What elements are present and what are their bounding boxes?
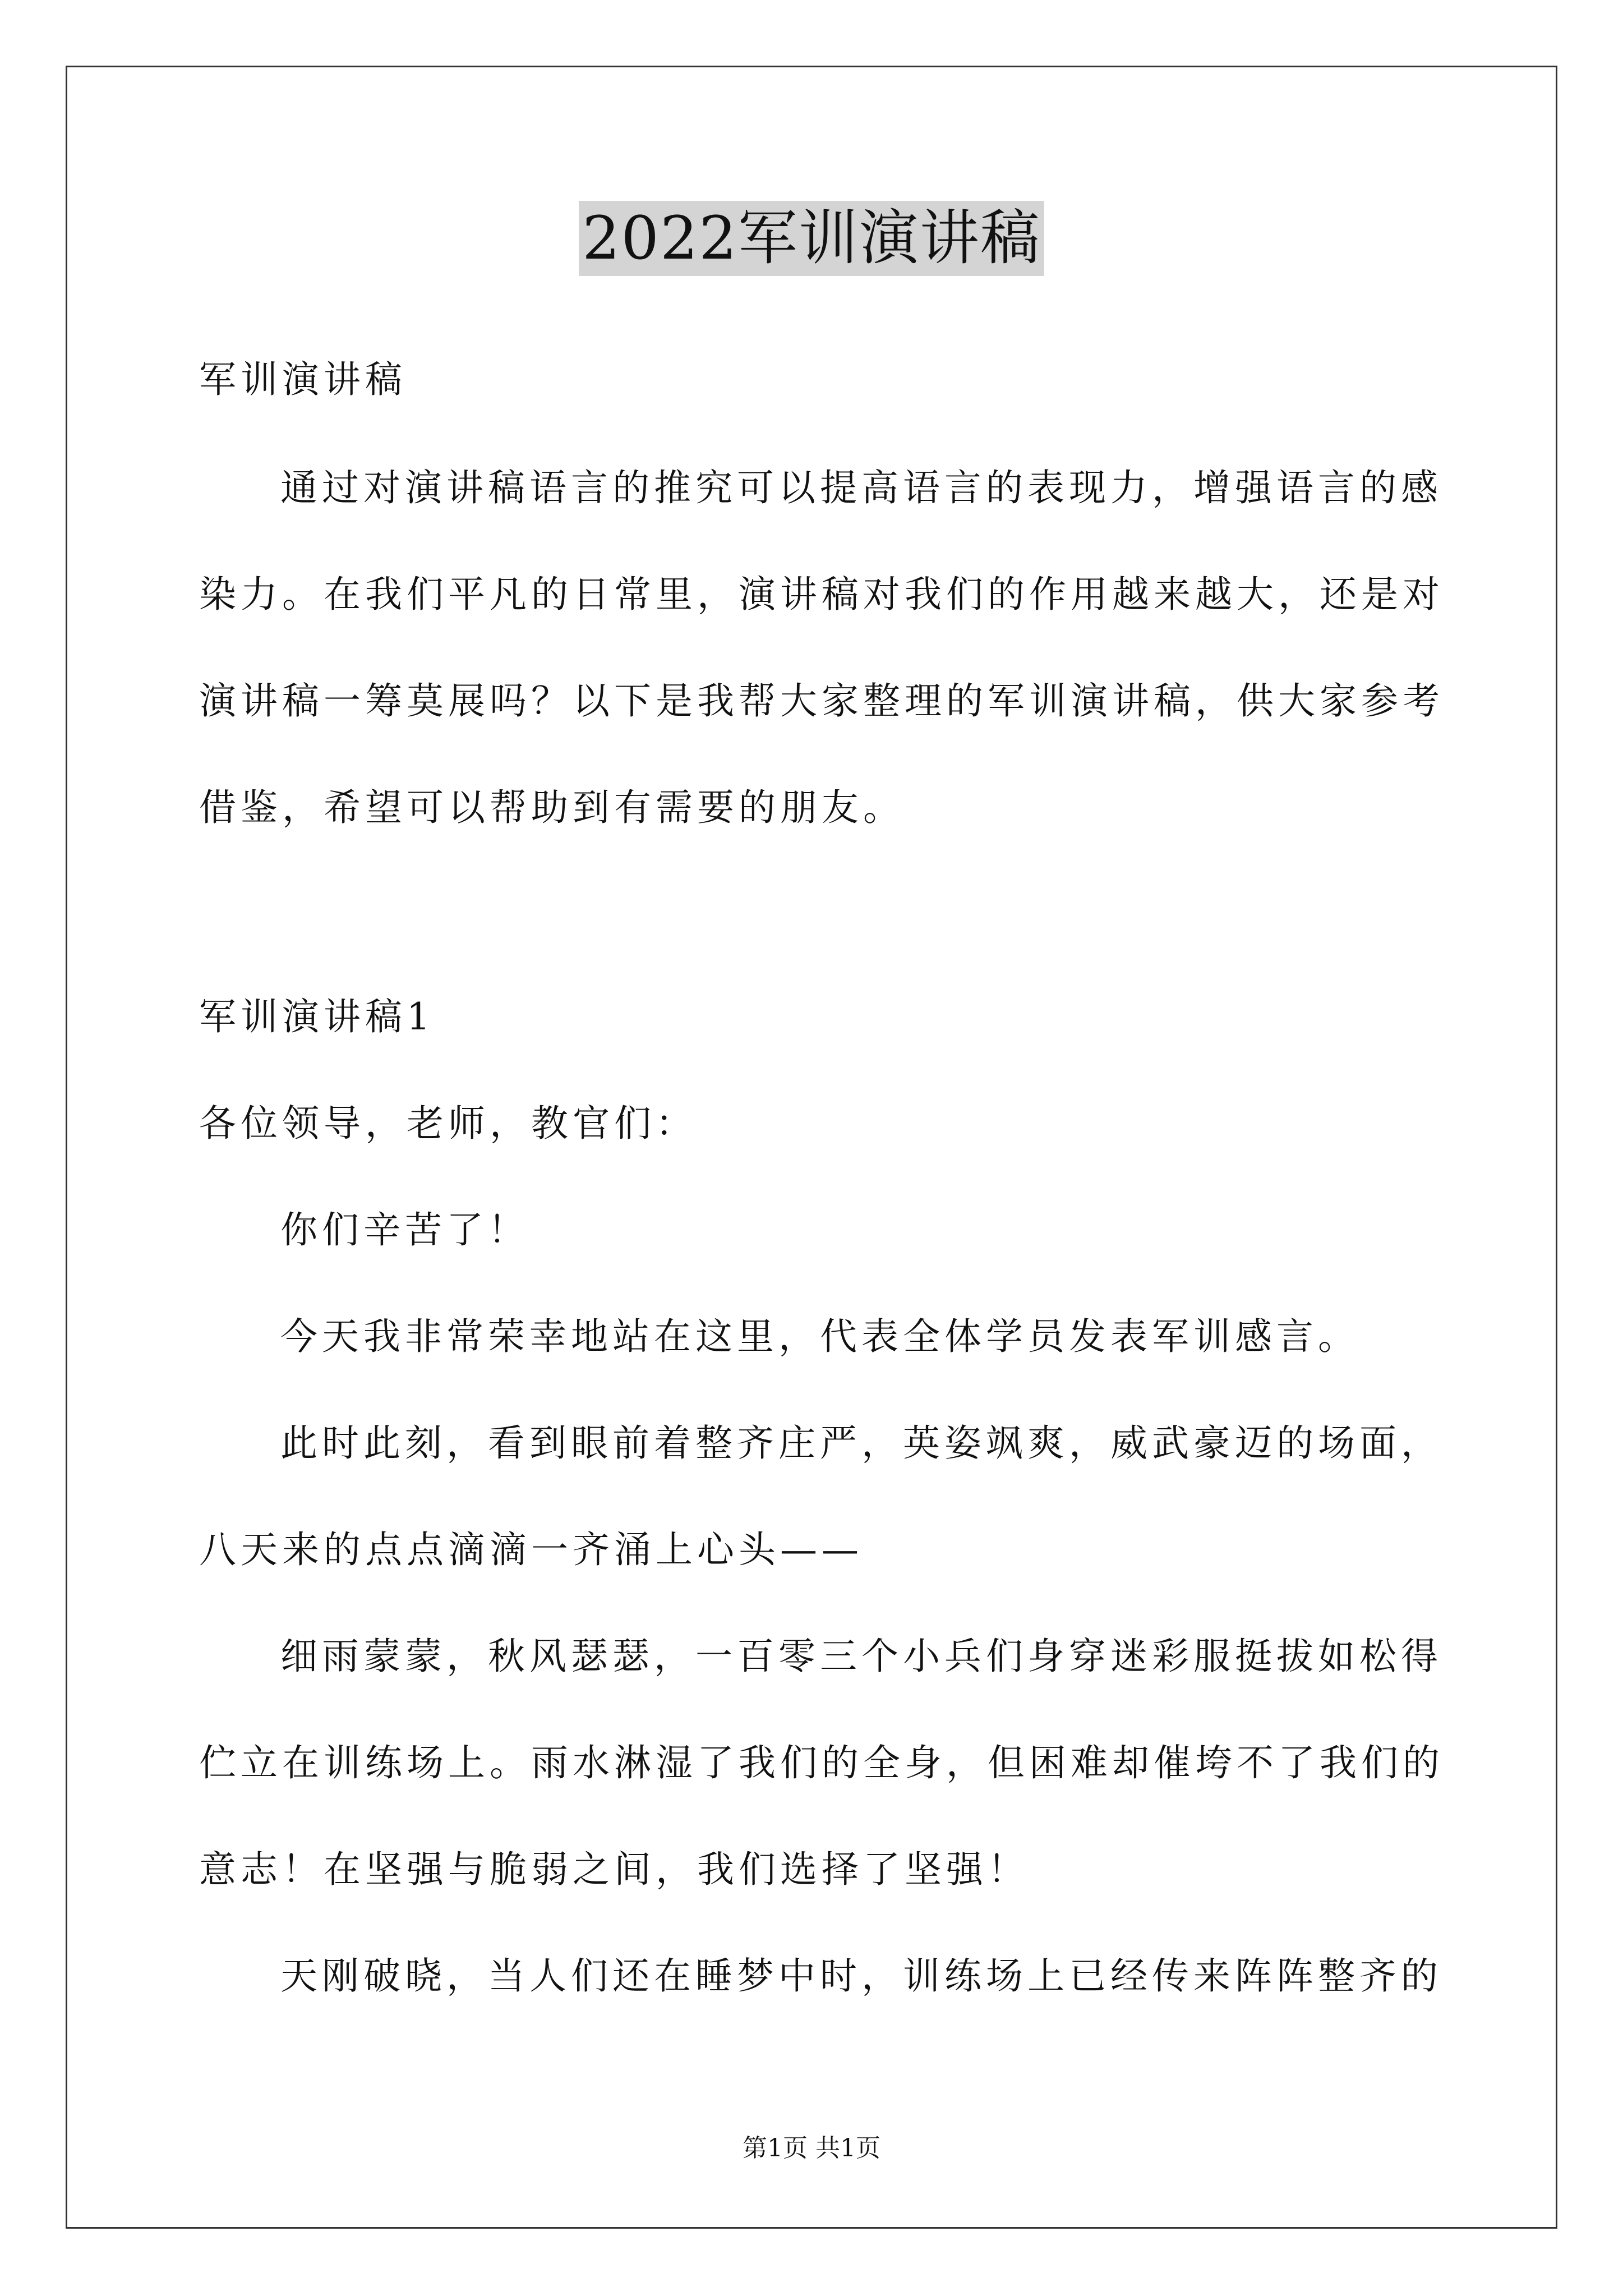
paragraph-line: 细雨蒙蒙，秋风瑟瑟，一百零三个小兵们身穿迷彩服挺拔如松得 (280, 1635, 1442, 1678)
paragraph-line: 今天我非常荣幸地站在这里，代表全体学员发表军训感言。 (280, 1315, 1359, 1358)
paragraph-line: 天刚破晓，当人们还在睡梦中时，训练场上已经传来阵阵整齐的 (280, 1954, 1442, 1998)
paragraph-line: 染力。在我们平凡的日常里，演讲稿对我们的作用越来越大，还是对 (199, 573, 1444, 616)
title-container (0, 201, 1623, 276)
document-title: 2022军训演讲稿 (579, 201, 1044, 276)
page-footer: 第1页 共1页 (743, 2134, 880, 2162)
subtitle: 军训演讲稿 (199, 358, 407, 401)
paragraph-line: 伫立在训练场上。雨水淋湿了我们的全身，但困难却催垮不了我们的 (199, 1741, 1444, 1784)
salutation: 各位领导，老师，教官们： (199, 1102, 697, 1145)
paragraph-line: 你们辛苦了！ (280, 1208, 529, 1251)
paragraph-line: 借鉴，希望可以帮助到有需要的朋友。 (199, 786, 905, 829)
paragraph-line: 通过对演讲稿语言的推究可以提高语言的表现力，增强语言的感 (280, 466, 1442, 509)
paragraph-line: 演讲稿一筹莫展吗？以下是我帮大家整理的军训演讲稿，供大家参考 (199, 679, 1444, 723)
section-heading: 军训演讲稿1 (199, 995, 435, 1038)
paragraph-line: 意志！在坚强与脆弱之间，我们选择了坚强！ (199, 1848, 1029, 1891)
paragraph-line: 此时此刻，看到眼前着整齐庄严，英姿飒爽，威武豪迈的场面， (280, 1421, 1442, 1465)
paragraph-line: 八天来的点点滴滴一齐涌上心头—— (199, 1528, 863, 1571)
